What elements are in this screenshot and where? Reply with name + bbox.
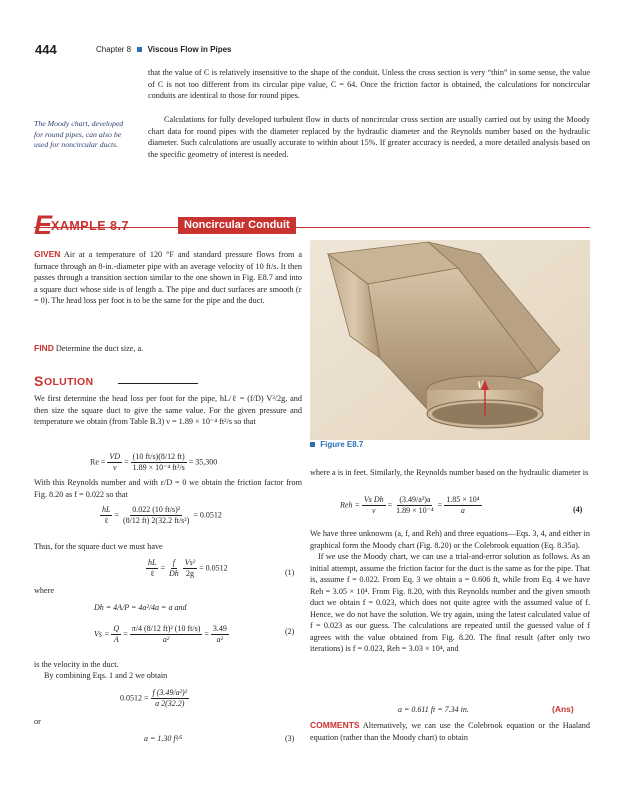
equation-2a: Dh = 4A/P = 4a²/4a = a and (94, 603, 187, 612)
eq-comb-den: a 2(32.2) (155, 699, 185, 708)
eq4-frac2 (394, 495, 436, 516)
eq-comb-lhs: 0.0512 = (120, 693, 149, 703)
eq2b-a: A (113, 635, 119, 644)
chapter-label: Chapter 8 (96, 45, 132, 54)
comments-text: Alternatively, we can use the Colebrook equation or the Haaland equation (rather than the Moody chart) to obtain (310, 721, 590, 742)
figure-e8-7 (310, 240, 590, 440)
eq-hl-den: (8/12 ft) 2(32.2 ft/s²) (122, 516, 190, 525)
given-label: GIVEN (34, 249, 61, 259)
eq2b-q: Q (113, 624, 120, 633)
left-paragraph-3: Thus, for the square duct we must have (34, 542, 163, 551)
eq4-tag: (4) (573, 505, 583, 514)
right-paragraph-1: where a is in feet. Similarly, the Reynolds number based on the hydraulic diameter is (310, 468, 589, 477)
transition-duct-photo (310, 240, 590, 440)
left-paragraph-4b: By combining Eqs. 1 and 2 we obtain (44, 671, 168, 680)
eq1-mid-num: f (172, 558, 175, 567)
left-paragraph-4a: is the velocity in the duct. (34, 660, 119, 669)
eq1-v-den: 2g (185, 569, 194, 578)
margin-note: The Moody chart, developed for round pipes, can also be used for noncircular ducts. (34, 119, 124, 149)
eq-re-frac1 (107, 452, 122, 473)
eq4-num3: 1.85 × 10⁴ (446, 495, 480, 504)
eq-re-frac2 (131, 452, 187, 473)
chapter-title: Viscous Flow in Pipes (147, 45, 232, 54)
equation-1: $\frac{hL}{\text{ℓ}}$ = $\frac{f}{Dh}$ $\frac{\text{Vs²}}{2g}$ = 0.0512 (148, 558, 228, 578)
eq-re-result: = 35,300 (188, 457, 218, 467)
eq1-mid-den: Dh (168, 569, 179, 578)
eq1-result: = 0.0512 (199, 563, 228, 573)
eq4-den3: a (460, 506, 465, 515)
eq2b-den: a² (162, 635, 170, 644)
eq-comb-frac (151, 688, 190, 709)
eq2b-mid (130, 624, 203, 645)
given-text: Air at a temperature of 120 °F and standard pressure flows from a furnace through an 8-in.-diameter pipe with an average velocity of 10 ft/s. It then passes through a transition section similar to the one shown in Fig. E8.7 and into a square duct whose side is of length a. The pipe and duct surfaces are smooth (ε = 0). The head loss per foot is to be the same for the pipe and the duct. (34, 250, 302, 305)
eq-re-den2: 1.89 × 10⁻⁴ ft²/s (132, 463, 185, 472)
eq2b-num: π/4 (8/12 ft)² (10 ft/s) (131, 624, 201, 633)
equation-3: a = 1.30 f¹⁄⁵ (144, 734, 183, 743)
comments-section (310, 720, 590, 743)
figure-velocity-label: V (477, 380, 484, 390)
eq1-num: hL (148, 558, 157, 567)
eq2b-lhs: Vs = (94, 629, 110, 639)
eq-hl-lhs-num: hL (102, 505, 111, 514)
eq-hl-frac (121, 505, 191, 526)
page-number: 444 (35, 42, 57, 57)
eq4-frac3 (444, 495, 481, 516)
answer-equation: a = 0.611 ft = 7.34 in. (398, 705, 469, 714)
solution-rule (118, 383, 198, 384)
equation-2b: Vs = $\frac{Q}{A}$ = $\frac{\text{π/4 (8/12 ft)² (10 ft/s)}}{\text{a²}}$ = $\frac{3.49}{\text{a²}}$ (94, 624, 227, 644)
given-section (34, 249, 302, 307)
eq2b-qa (111, 624, 121, 645)
eq4-lhs: Reh = (340, 500, 360, 510)
eq-re-eq: = (124, 457, 129, 467)
equation-reynolds (90, 452, 217, 473)
eq2b-res-num: 3.49 (212, 624, 227, 633)
right-paragraph-2: We have three unknowns (a, f, and Reh) and three equations—Eqs. 3, 4, and either in graphical form the Moody chart (Fig. 8.20) or the Colebrook equation (Eq. 8.35a). (310, 529, 590, 550)
eq3-tag: (3) (285, 734, 295, 743)
eq-re-num1: VD (109, 452, 121, 461)
find-section (34, 343, 302, 355)
solution-header (34, 373, 302, 389)
left-paragraph-2: With this Reynolds number and with ε/D = 0 we obtain the friction factor from Fig. 8.20 as f = 0.022 so that (34, 478, 302, 499)
example-label: XAMPLE 8.7 (51, 219, 129, 233)
eq-hl-lhs (100, 505, 112, 526)
left-paragraph-1: We first determine the head loss per foot for the pipe, hL/ℓ = (f/D) V²/2g, and then size the square duct to give the same value. For the given pressure and temperature we obtain (from Table B.3) ν = 1.89 × 10⁻⁴ ft²/s so that (34, 394, 302, 426)
equation-combined (120, 688, 189, 709)
eq1-v (183, 558, 197, 579)
solution-rest: OLUTION (44, 376, 94, 388)
eq-re-lhs: Re = (90, 457, 106, 467)
eq1-v-num: Vs² (184, 558, 196, 567)
eq4-frac1 (362, 495, 386, 516)
solution-letter: S (34, 373, 44, 389)
figure-caption (310, 440, 363, 449)
equation-headloss: $\frac{hL}{\text{ℓ}}$ = $\frac{\text{0.022 (10 ft/s)²}}{\text{(8/12 ft) 2(32.2 ft/s²)}}$ = 0.0512 (102, 505, 222, 525)
eq-re-num2: (10 ft/s)(8/12 ft) (132, 452, 185, 461)
example-letter-e: E (34, 210, 53, 240)
eq-hl-result: = 0.0512 (193, 510, 222, 520)
find-text: Determine the duct size, a. (55, 344, 144, 353)
eq4-num2: (3.49/a²)a (399, 495, 431, 504)
eq2-tag: (2) (285, 627, 295, 636)
figure-square-icon (310, 442, 315, 447)
eq1-den: ℓ (150, 569, 155, 578)
eq4-den2: 1.89 × 10⁻⁴ (396, 506, 434, 515)
eq4-num1: Vs Dh (363, 495, 384, 504)
figure-caption-text: Figure E8.7 (320, 440, 364, 449)
eq2b-res-den: a² (216, 635, 224, 644)
example-title: Noncircular Conduit (178, 217, 296, 234)
right-paragraph-3: If we use the Moody chart, we can use a trial-and-error solution as follows. As an initial attempt, assume the friction factor for the duct is the same as for the pipe. That is, assume f = 0.022. From Eq. 3 we obtain a = 0.606 ft, while from Eq. 4 we have Reh = 3.05 × 10⁴. From Fig. 8.20, with this Reynolds number and the given smooth duct we obtain f = 0.023, which does not quite agree with the assumed value of f. Hence, we do not have the solution. We try again, using the latest calculated value of f = 0.023 as our guess. The calculations are repeated until the guessed value of f agrees with the value obtained from Fig. 8.20. The final result (after only two iterations) is f = 0.023, Reh = 3.03 × 10⁴, and (310, 552, 590, 653)
eq-comb-num: f (3.49/a²)² (152, 688, 188, 697)
find-label: FIND (34, 343, 54, 353)
eq-hl-lhs-den: ℓ (104, 516, 109, 525)
equation-4: Reh = $\frac{\text{Vs Dh}}{\nu}$ = $\frac{\text{(3.49/a²)a}}{\text{1.89 × 10⁻⁴}}$ = $\frac{\text{1.85 × 10⁴}}{a}$ (340, 495, 480, 515)
where-1: where (34, 586, 55, 595)
eq1-lhs (146, 558, 158, 579)
eq4-den1: ν (371, 506, 376, 515)
running-head (96, 45, 231, 54)
eq-re-den1: ν (112, 463, 117, 472)
or-text: or (34, 717, 41, 726)
intro-paragraph-1: that the value of C is relatively insensitive to the shape of the conduit. Unless the cross section is very “thin” in some sense, the value of C is not too different from its circular pipe value, C = 64. Once the friction factor is obtained, the calculations for noncircular conduits are identical to those for round pipes. (148, 68, 590, 100)
intro-paragraph-2: Calculations for fully developed turbulent flow in ducts of noncircular cross section are usually carried out by using the Moody chart data for round pipes with the diameter replaced by the hydraulic diameter and the Reynolds number based on the hydraulic diameter. Such calculations are usually accurate to within about 15%. If greater accuracy is needed, a more detailed analysis based on the specific geometry of interest is needed. (148, 115, 590, 159)
eq1-tag: (1) (285, 568, 295, 577)
eq2b-res (211, 624, 229, 645)
eq1-mid (167, 558, 181, 579)
eq-hl-num: 0.022 (10 ft/s)² (132, 505, 181, 514)
chapter-square-icon (137, 47, 142, 52)
comments-label: COMMENTS (310, 720, 360, 730)
answer-tag: (Ans) (552, 704, 574, 714)
